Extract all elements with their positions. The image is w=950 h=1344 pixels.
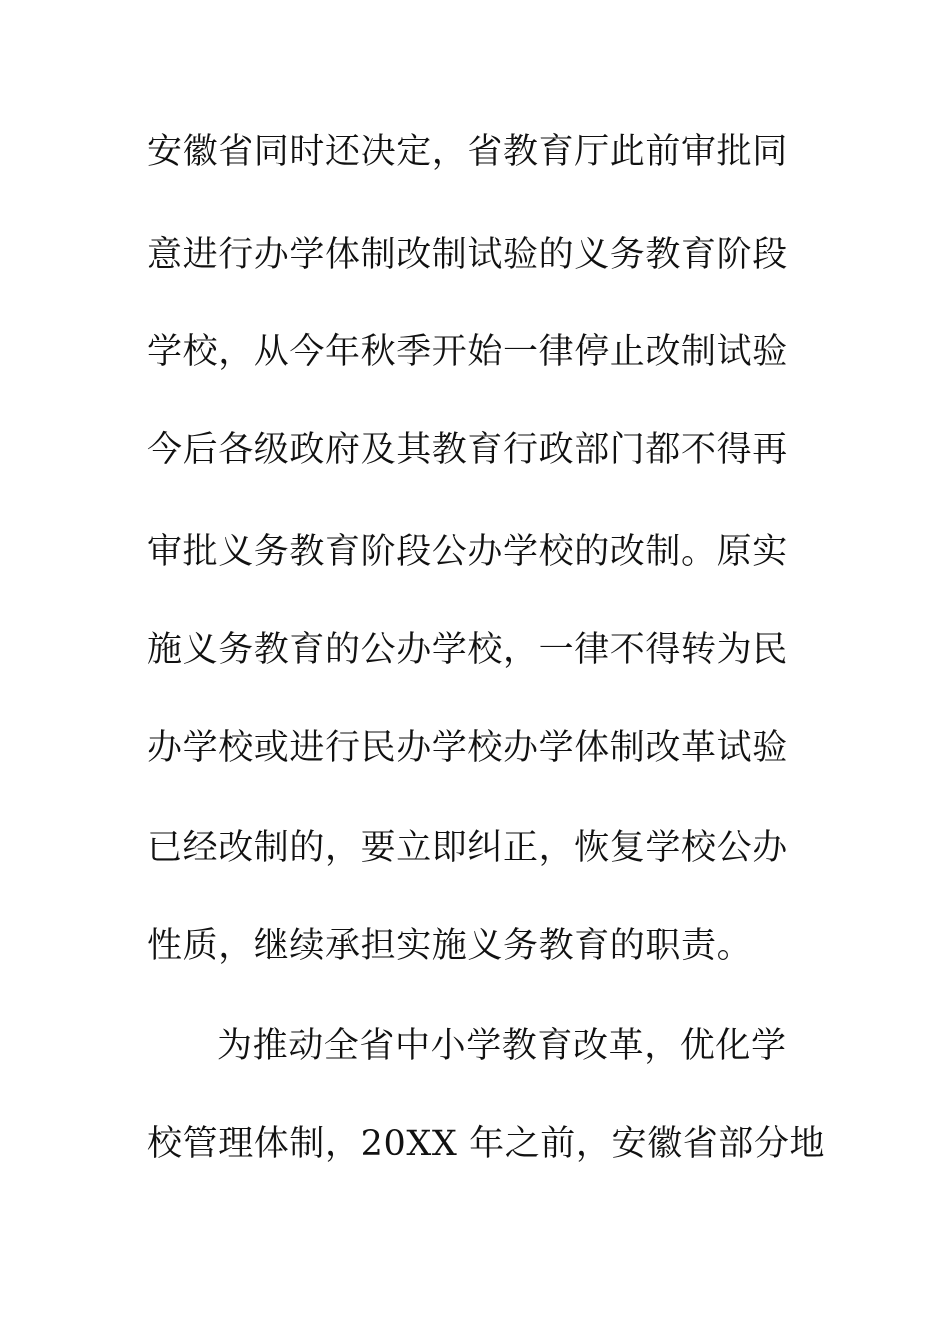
text-line: 意进行办学体制改制试验的义务教育阶段 (147, 235, 788, 275)
paragraph-first-line: 为推动全省中小学教育改革，优化学 (217, 1026, 787, 1066)
text-line: 办学校或进行民办学校办学体制改革试验 (147, 728, 788, 768)
text-line: 施义务教育的公办学校，一律不得转为民 (147, 630, 788, 670)
text-line: 审批义务教育阶段公办学校的改制。原实 (147, 532, 788, 572)
text-line: 已经改制的，要立即纠正，恢复学校公办 (147, 828, 788, 868)
text-line: 安徽省同时还决定，省教育厅此前审批同 (147, 132, 788, 172)
text-line: 性质，继续承担实施义务教育的职责。 (147, 926, 753, 966)
text-line: 今后各级政府及其教育行政部门都不得再 (147, 430, 788, 470)
text-line: 学校，从今年秋季开始一律停止改制试验 (147, 332, 788, 372)
text-line: 校管理体制，20XX 年之前，安徽省部分地 (147, 1124, 826, 1164)
